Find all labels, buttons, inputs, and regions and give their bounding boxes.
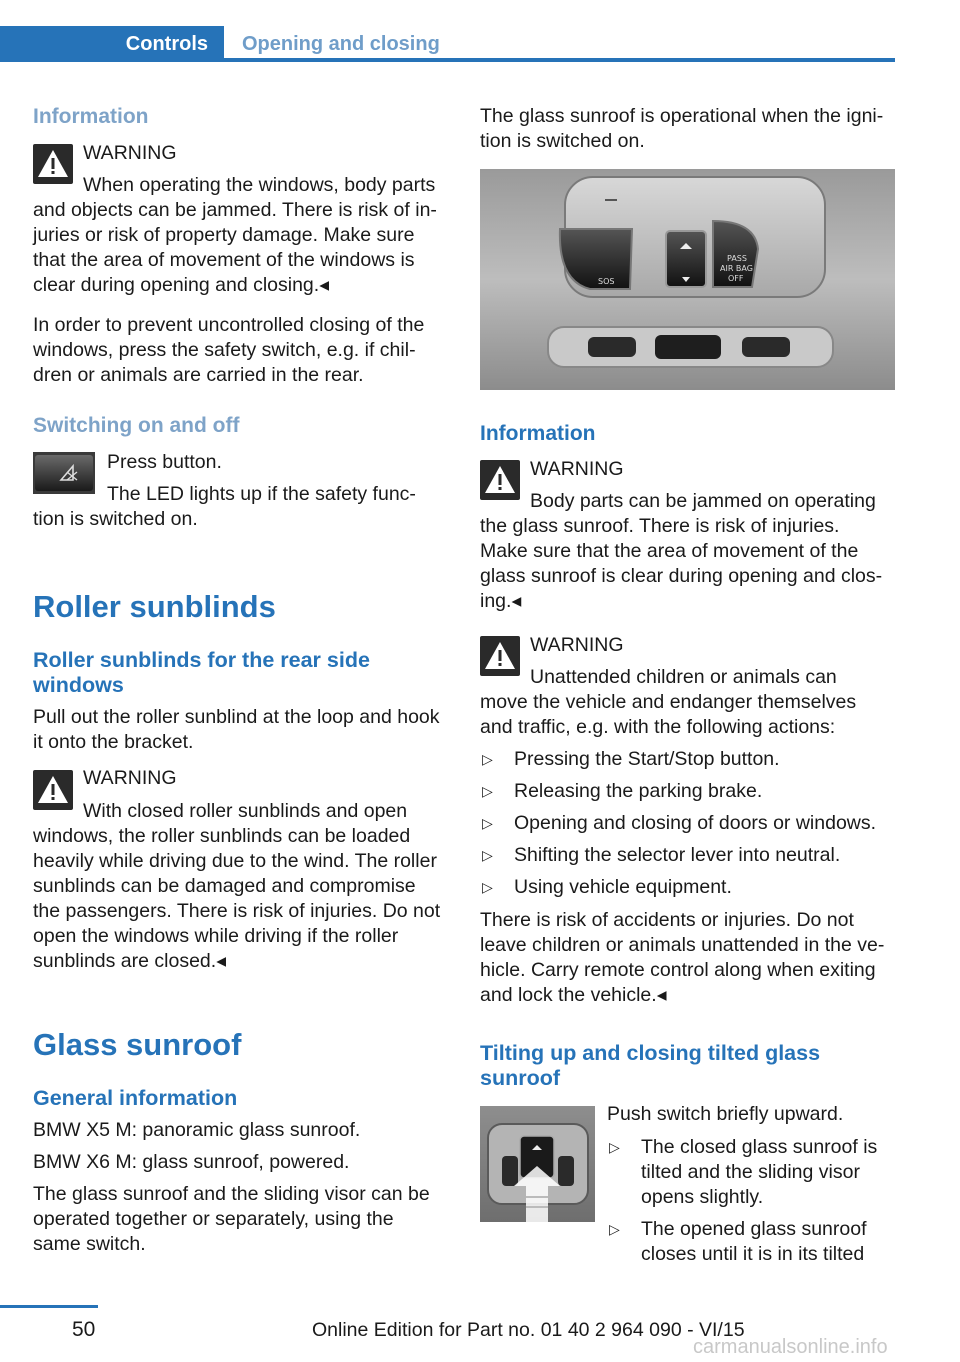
edition-note: Online Edition for Part no. 01 40 2 964 090 - VI/15 xyxy=(312,1319,745,1341)
triangle-bullet-icon: ▷ xyxy=(609,1221,620,1237)
general-info-heading: General information xyxy=(33,1086,238,1110)
roller-sunblinds-title: Roller sunblinds xyxy=(33,589,276,624)
section-label: Controls xyxy=(125,33,208,55)
warning-icon xyxy=(33,144,73,184)
warning-text-line: ing.◂ xyxy=(480,590,522,612)
triangle-bullet-icon: ▷ xyxy=(609,1139,620,1155)
list-item: ▷ The opened glass sunroof closes until it is in its tilted xyxy=(609,1218,867,1265)
overhead-console-photo xyxy=(480,169,895,390)
roller-subheading-line: windows xyxy=(33,673,124,697)
triangle-bullet-icon: ▷ xyxy=(482,847,493,863)
watermark: carmanualsonline.info xyxy=(693,1336,888,1358)
body-text-line: BMW X6 M: glass sunroof, powered. xyxy=(33,1151,350,1173)
warning-icon xyxy=(480,636,520,676)
warning-text-line: move the vehicle and endanger themselves xyxy=(480,691,857,713)
footer-rule xyxy=(0,1305,98,1308)
off-label: OFF xyxy=(728,274,744,283)
body-text-line: hicle. Carry remote control along when exiting xyxy=(480,959,876,981)
section-tab xyxy=(0,26,224,62)
glass-sunroof-title: Glass sunroof xyxy=(33,1027,242,1062)
warning-label: WARNING xyxy=(530,634,624,656)
warning-icon xyxy=(33,770,73,810)
triangle-bullet-icon: ▷ xyxy=(482,815,493,831)
triangle-bullet-icon: ▷ xyxy=(482,879,493,895)
warning-text-line: glass sunroof is clear during opening and clos- xyxy=(480,565,883,587)
tilt-heading-line: sunroof xyxy=(480,1066,561,1090)
warning-text-line: Make sure that the area of movement of the xyxy=(480,540,859,562)
body-text-line: There is risk of accidents or injuries. Do not xyxy=(480,909,854,931)
list-item: ▷ The closed glass sunroof is tilted and the sliding visor opens slightly. xyxy=(609,1136,878,1208)
page-header xyxy=(0,26,895,62)
warning-text-line: windows, the roller sunblinds can be loaded xyxy=(33,825,411,847)
body-text-line: operated together or separately, using the xyxy=(33,1208,394,1230)
warning-text-line: With closed roller sunblinds and open xyxy=(83,800,408,822)
actions-list xyxy=(480,747,896,900)
list-item: ▷ Opening and closing of doors or windows. xyxy=(482,812,877,834)
triangle-bullet-icon: ▷ xyxy=(482,751,493,767)
warning-text-line: the glass sunroof. There is risk of injuries. xyxy=(480,515,840,537)
body-text-line: The glass sunroof is operational when the igni- xyxy=(480,105,884,127)
roller-subheading-line: Roller sunblinds for the rear side xyxy=(33,648,370,672)
body-text-line: In order to prevent uncontrolled closing of the xyxy=(33,314,425,336)
safety-switch-button-icon xyxy=(33,452,95,494)
body-text-line: same switch. xyxy=(33,1233,146,1255)
warning-text-line: sunblinds are closed.◂ xyxy=(33,950,226,972)
switch-text-line: tion is switched on. xyxy=(33,508,198,530)
body-text-line: it onto the bracket. xyxy=(33,731,194,753)
airbag-label: AIR BAG xyxy=(720,264,753,273)
body-text-line: leave children or animals unattended in the ve- xyxy=(480,934,885,956)
body-text-line: BMW X5 M: panoramic glass sunroof. xyxy=(33,1119,361,1141)
warning-text-line: and objects can be jammed. There is risk of in- xyxy=(33,199,437,221)
switch-instruction: Press button. xyxy=(107,451,222,473)
warning-text-line: When operating the windows, body parts xyxy=(83,174,436,196)
warning-label: WARNING xyxy=(83,767,177,789)
body-text-line: and lock the vehicle.◂ xyxy=(480,984,667,1006)
warning-text-line: juries or risk of property damage. Make sure xyxy=(33,224,415,246)
warning-text-line: sunblinds can be damaged and compromise xyxy=(33,875,416,897)
warning-label: WARNING xyxy=(83,142,177,164)
body-text-line: The glass sunroof and the sliding visor can be xyxy=(33,1183,430,1205)
list-item: ▷ Releasing the parking brake. xyxy=(482,780,763,802)
sunroof-switch-photo xyxy=(480,1106,595,1222)
warning-text-line: heavily while driving due to the wind. The roller xyxy=(33,850,437,872)
warning-text-line: and traffic, e.g. with the following actions: xyxy=(480,716,836,738)
warning-icon xyxy=(480,460,520,500)
page-number: 50 xyxy=(72,1318,96,1341)
tilt-instruction: Push switch briefly upward. xyxy=(607,1103,844,1125)
warning-text-line: clear during opening and closing.◂ xyxy=(33,274,329,296)
pass-label: PASS xyxy=(727,254,747,263)
warning-text-line: open the windows while driving if the roller xyxy=(33,925,399,947)
warning-text-line: Unattended children or animals can xyxy=(530,666,837,688)
list-item: ▷ Shifting the selector lever into neutral. xyxy=(482,844,841,866)
switch-heading: Switching on and off xyxy=(33,414,240,437)
body-text-line: windows, press the safety switch, e.g. if chil- xyxy=(33,339,416,361)
sos-label: SOS xyxy=(598,277,615,286)
switch-text-line: The LED lights up if the safety func- xyxy=(107,483,416,505)
body-text-line: tion is switched on. xyxy=(480,130,645,152)
triangle-bullet-icon: ▷ xyxy=(482,783,493,799)
info-heading: Information xyxy=(480,422,596,445)
tilt-heading-line: Tilting up and closing tilted glass xyxy=(480,1041,821,1065)
body-text-line: Pull out the roller sunblind at the loop and hook xyxy=(33,706,440,728)
warning-text-line: the passengers. There is risk of injuries. Do not xyxy=(33,900,441,922)
list-item: ▷ Pressing the Start/Stop button. xyxy=(482,748,780,770)
warning-text-line: Body parts can be jammed on operating xyxy=(530,490,876,512)
warning-label: WARNING xyxy=(530,458,624,480)
body-text-line: dren or animals are carried in the rear. xyxy=(33,364,364,386)
header-rule xyxy=(224,58,895,62)
tilt-list xyxy=(607,1135,896,1267)
info-heading: Information xyxy=(33,105,149,128)
list-item: ▷ Using vehicle equipment. xyxy=(482,876,732,898)
subsection-label: Opening and closing xyxy=(242,33,440,55)
warning-text-line: that the area of movement of the windows is xyxy=(33,249,415,271)
